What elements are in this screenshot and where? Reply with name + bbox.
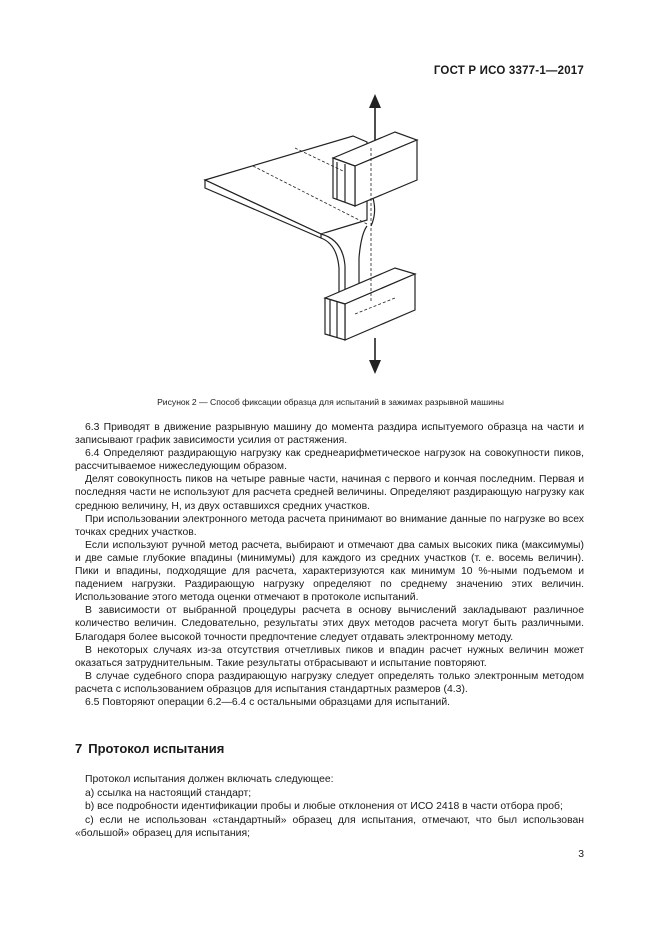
protocol-intro: Протокол испытания должен включать следующее: <box>85 774 334 785</box>
list-item: а) ссылка на настоящий стандарт; <box>85 787 252 799</box>
paragraph: 6.3 Приводят в движение разрывную машину до момента раздира испытуемого образца на части и записывают график зависимости усилия от растяжения. <box>75 422 584 447</box>
tear-test-clamping-figure <box>195 88 435 378</box>
section-7-body <box>75 773 584 841</box>
section-title: Протокол испытания <box>88 741 225 756</box>
section-7-heading <box>75 741 584 756</box>
paragraph: При использовании электронного метода расчета принимают во внимание данные по нагрузке во всех точках средних участков. <box>75 513 584 538</box>
list-item: b) все подробности идентификации пробы и любые отклонения от ИСО 2418 в части отбора проб; <box>85 801 563 813</box>
section-number: 7 <box>75 741 83 756</box>
document-number: ГОСТ Р ИСО 3377-1—2017 <box>433 65 584 77</box>
page-number: 3 <box>578 849 584 860</box>
paragraph: В случае судебного спора раздирающую нагрузку следует определять только электронным методом расчета с использованием образцов для испытания стандартных размеров (4.3). <box>75 670 584 695</box>
paragraph: Если используют ручной метод расчета, выбирают и отмечают два самых высоких пика (максимумы) и две самые глубокие впадины (минимумы) для каждого из средних участков (т. е. восемь величин). Пики и впадины, подходящие для расчета, характеризуются как минимум 10 %-ными подъемом и падением нагрузки. Раздирающую нагрузку определяют по среднему значению этих величин. Использование этого метода оценки отмечают в протоколе испытаний. <box>75 539 584 604</box>
section-6-body <box>75 421 584 709</box>
list-item: c) если не использован «стандартный» образец для испытания, отмечают, что был использован «большой» образец для испытания; <box>75 814 584 840</box>
paragraph: В зависимости от выбранной процедуры расчета в основу вычислений закладывают различное количество величин. Следовательно, результаты этих двух методов расчета могут быть различными. Благодаря более высокой точности предпочтение следует отдавать электронному методу. <box>75 605 584 643</box>
lower-pull-arrow-icon <box>369 338 381 374</box>
paragraph: 6.5 Повторяют операции 6.2—6.4 с остальными образцами для испытаний. <box>85 696 451 708</box>
figure-caption: Рисунок 2 — Способ фиксации образца для испытаний в зажимах разрывной машины <box>157 397 504 407</box>
paragraph: 6.4 Определяют раздирающую нагрузку как среднеарифметическое нагрузок на совокупности пиков, рассчитываемое нижеследующим образом. <box>75 448 584 473</box>
paragraph: Делят совокупность пиков на четыре равные части, начиная с первого и кончая последним. Первая и последняя части не используют для расчета средней величины. Определяют раздирающую нагрузку как среднюю величину, H, из двух оставшихся средних участков. <box>75 474 584 512</box>
paragraph: В некоторых случаях из-за отсутствия отчетливых пиков и впадин расчет нужных величин может оказаться затруднительным. Такие результаты отбрасывают и испытание повторяют. <box>75 644 584 669</box>
